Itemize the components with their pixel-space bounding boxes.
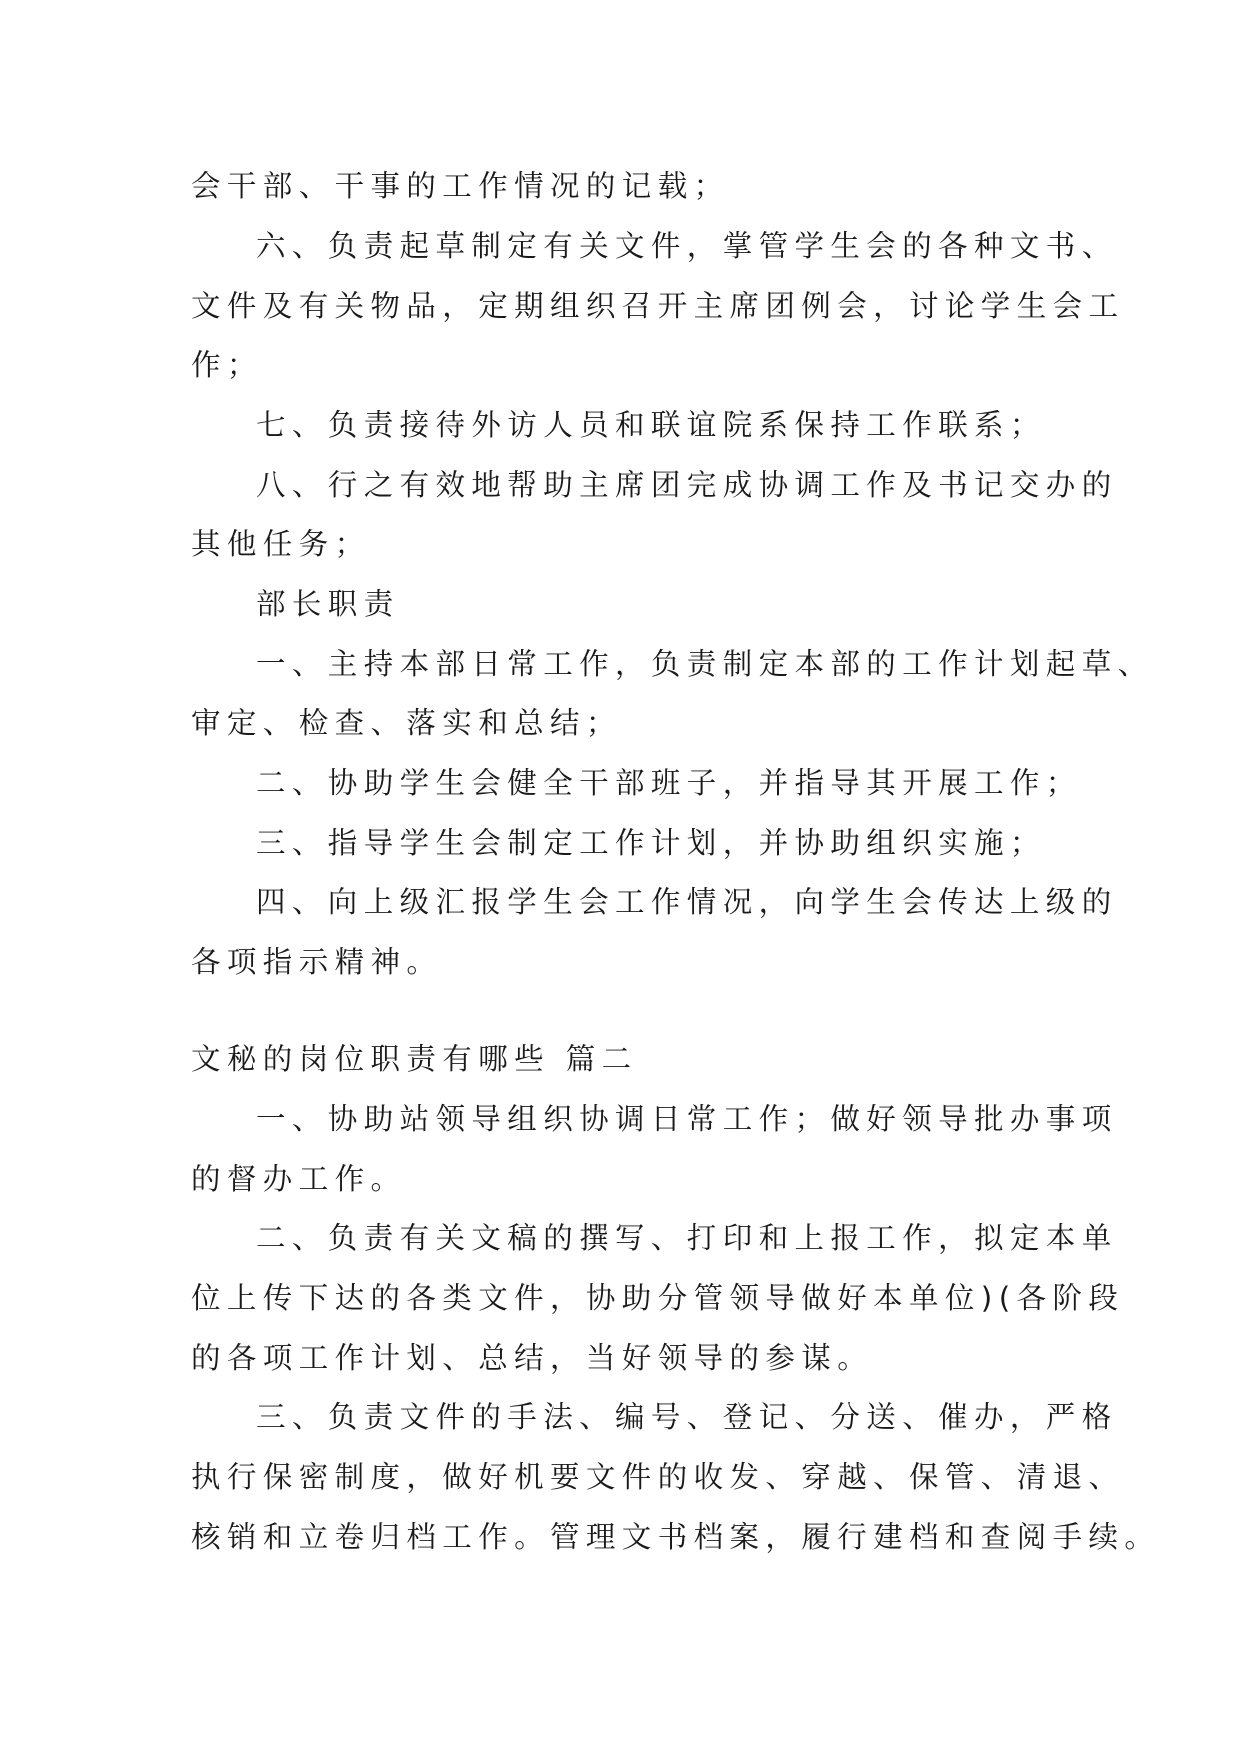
- text-line: 四、向上级汇报学生会工作情况，向学生会传达上级的: [256, 885, 1118, 919]
- text-line: 的各项工作计划、总结，当好领导的参谋。: [191, 1341, 874, 1375]
- text-line: 文件及有关物品，定期组织召开主席团例会，讨论学生会工: [191, 289, 1125, 323]
- section-title: 文秘的岗位职责有哪些 篇二: [191, 1042, 638, 1076]
- text-line: 的督办工作。: [191, 1162, 407, 1196]
- text-line: 六、负责起草制定有关文件，掌管学生会的各种文书、: [256, 229, 1118, 263]
- text-line: 执行保密制度，做好机要文件的收发、穿越、保管、清退、: [191, 1460, 1125, 1494]
- text-line: 核销和立卷归档工作。管理文书档案，履行建档和查阅手续。: [191, 1520, 1161, 1554]
- text-line: 会干部、干事的工作情况的记载；: [191, 169, 730, 203]
- section-heading: 部长职责: [256, 587, 400, 621]
- text-line: 七、负责接待外访人员和联谊院系保持工作联系；: [256, 408, 1046, 442]
- text-line: 审定、检查、落实和总结；: [191, 706, 622, 740]
- text-line: 一、主持本部日常工作，负责制定本部的工作计划起草、: [256, 647, 1154, 681]
- text-line: 作；: [191, 348, 263, 382]
- text-line: 三、负责文件的手法、编号、登记、分送、催办，严格: [256, 1400, 1118, 1434]
- text-line: 三、指导学生会制定工作计划，并协助组织实施；: [256, 826, 1046, 860]
- text-line: 其他任务；: [191, 527, 371, 561]
- text-line: 一、协助站领导组织协调日常工作；做好领导批办事项: [256, 1102, 1118, 1136]
- text-line: 各项指示精神。: [191, 945, 443, 979]
- text-line: 八、行之有效地帮助主席团完成协调工作及书记交办的: [256, 468, 1118, 502]
- text-line: 二、负责有关文稿的撰写、打印和上报工作，拟定本单: [256, 1221, 1118, 1255]
- text-line: 二、协助学生会健全干部班子，并指导其开展工作；: [256, 766, 1082, 800]
- text-line: 位上传下达的各类文件，协助分管领导做好本单位)(各阶段: [191, 1281, 1125, 1315]
